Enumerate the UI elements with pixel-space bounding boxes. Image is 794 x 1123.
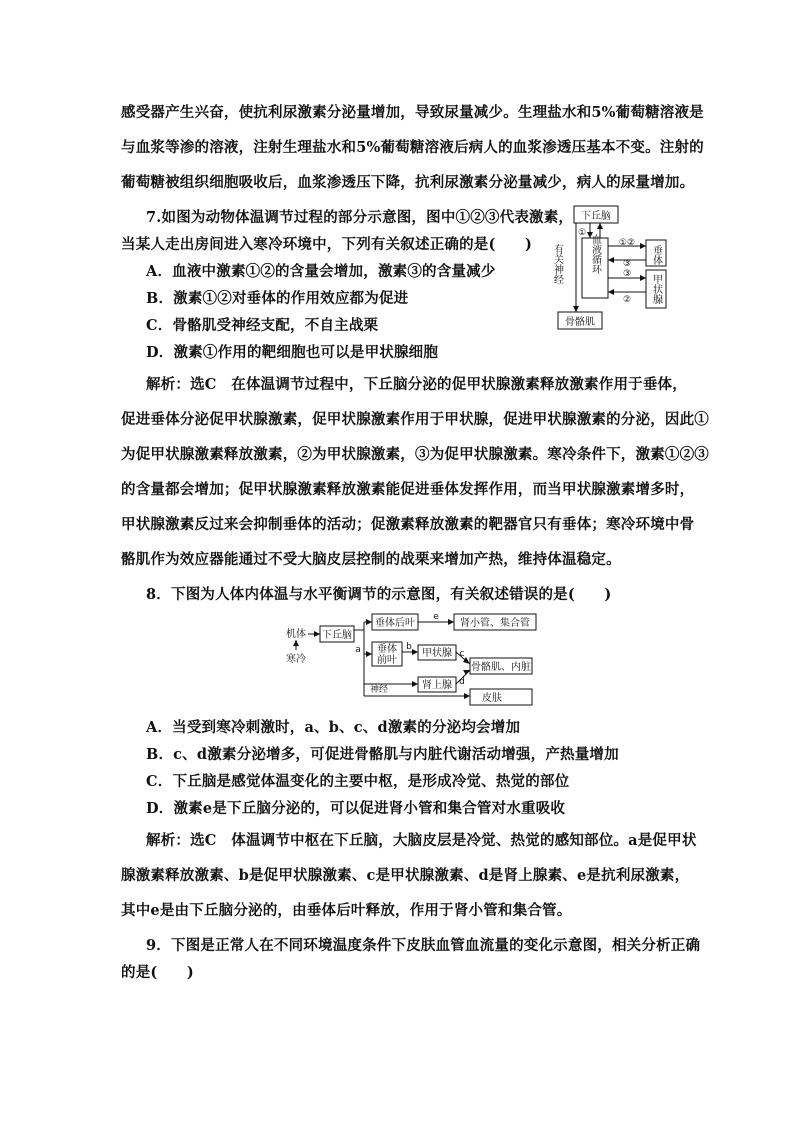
q8-label-c: c <box>459 649 465 659</box>
q7-label-m3: ③ <box>622 259 632 269</box>
q9-stem-2: 的是( ) <box>121 964 194 981</box>
q8-label-skin: 皮肤 <box>482 693 502 704</box>
intro-line-2: 与血浆等渗的溶液，注射生理盐水和5%葡萄糖溶液后病人的血浆渗透压基本不变。注射的 <box>121 139 704 156</box>
q7-analysis-5: 甲状腺激素反过来会抑制垂体的活动；促激素释放激素的靶器官只有垂体；寒冷环境中骨 <box>121 516 695 533</box>
q8-label-d: d <box>459 677 465 687</box>
q7-label-pituitary: 垂体 <box>650 245 662 265</box>
q7-label-thyroid: 甲状腺 <box>650 274 662 304</box>
q8-option-a: A．当受到寒冷刺激时，a、b、c、d激素的分泌均会增加 <box>146 719 521 736</box>
q7-label-m2: ② <box>622 295 632 305</box>
q8-option-c: C．下丘脑是感觉体温变化的主要中枢，是形成冷觉、热觉的部位 <box>146 773 570 790</box>
q7-stem-2: 当某人走出房间进入寒冷环境中，下列有关叙述正确的是( ) <box>121 236 533 253</box>
q7-label-blood: 血液循环 <box>589 234 601 274</box>
q7-option-a: A．血液中激素①②的含量会增加，激素③的含量减少 <box>146 263 496 280</box>
q7-analysis-2: 促进垂体分泌促甲状腺激素，促甲状腺激素作用于甲状腺，促进甲状腺激素的分泌，因此① <box>121 411 709 428</box>
q8-label-post-pituitary: 垂体后叶 <box>375 618 415 629</box>
q7-option-c: C．骨骼肌受神经支配，不自主战栗 <box>146 317 379 334</box>
q7-analysis-1: 解析：选C 在体温调节过程中，下丘脑分泌的促甲状腺激素释放激素作用于垂体， <box>146 376 687 393</box>
q8-label-muscle: 骨骼肌、内脏 <box>471 662 531 673</box>
intro-line-3: 葡萄糖被组织细胞吸收后，血浆渗透压下降，抗利尿激素分泌量减少，病人的尿量增加。 <box>121 174 695 191</box>
q8-stem: 8．下图为人体内体温与水平衡调节的示意图，有关叙述错误的是( ) <box>146 586 612 603</box>
q8-analysis-1: 解析：选C 体温调节中枢在下丘脑，大脑皮层是冷觉、热觉的感知部位。a是促甲状 <box>146 832 697 849</box>
q8-label-adrenal: 肾上腺 <box>422 680 452 691</box>
q7-diagram <box>546 204 676 332</box>
q7-stem-1: 7.如图为动物体温调节过程的部分示意图，图中①②③代表激素， <box>146 209 574 226</box>
q8-label-cold: 寒冷 <box>286 654 306 665</box>
q8-label-e: e <box>433 612 439 622</box>
q8-label-body: 机体 <box>286 629 306 640</box>
q8-label-b: b <box>406 642 412 652</box>
q7-analysis-6: 骼肌作为效应器能通过不受大脑皮层控制的战栗来增加产热，维持体温稳定。 <box>121 551 621 568</box>
q8-label-nerve: 神经 <box>370 685 389 695</box>
q7-label-hypothalamus: 下丘脑 <box>581 211 611 222</box>
q9-stem-1: 9．下图是正常人在不同环境温度条件下皮肤血管血流量的变化示意图，相关分析正确 <box>146 937 701 954</box>
q7-label-nerve: 有关神经 <box>551 244 563 284</box>
q8-option-d: D．激素e是下丘脑分泌的，可以促进肾小管和集合管对水重吸收 <box>146 800 566 817</box>
q8-analysis-2: 腺激素释放激素、b是促甲状腺激素、c是甲状腺激素、d是肾上腺素、e是抗利尿激素， <box>121 867 690 884</box>
q8-option-b: B．c、d激素分泌增多，可促进骨骼肌与内脏代谢活动增强，产热量增加 <box>146 746 619 763</box>
q7-label-m3b: ③ <box>622 269 632 279</box>
q8-label-hypothalamus: 下丘脑 <box>322 630 352 641</box>
q8-label-ant-pituitary-2: 前叶 <box>377 655 397 666</box>
q7-option-d: D．激素①作用的靶细胞也可以是甲状腺细胞 <box>146 344 439 361</box>
q7-analysis-3: 为促甲状腺激素释放激素，②为甲状腺激素，③为促甲状腺激素。寒冷条件下，激素①②③ <box>121 446 709 463</box>
q8-label-thyroid: 甲状腺 <box>422 648 452 659</box>
q7-label-m1: ① <box>577 228 587 238</box>
q8-label-kidney: 肾小管、集合管 <box>460 618 530 629</box>
q8-analysis-3: 其中e是由下丘脑分泌的，由垂体后叶释放，作用于肾小管和集合管。 <box>121 902 572 919</box>
q8-diagram <box>284 612 540 708</box>
intro-line-1: 感受器产生兴奋，使抗利尿激素分泌量增加，导致尿量减少。生理盐水和5%葡萄糖溶液是 <box>121 104 704 121</box>
q8-label-a: a <box>355 645 361 655</box>
q7-label-muscle: 骨骼肌 <box>565 317 595 328</box>
q7-option-b: B．激素①②对垂体的作用效应都为促进 <box>146 290 409 307</box>
q7-analysis-4: 的含量都会增加；促甲状腺激素释放激素能促进垂体发挥作用，而当甲状腺激素增多时， <box>121 481 695 498</box>
q8-label-ant-pituitary-1: 垂体 <box>377 644 397 655</box>
q7-label-m12: ①② <box>618 238 636 248</box>
